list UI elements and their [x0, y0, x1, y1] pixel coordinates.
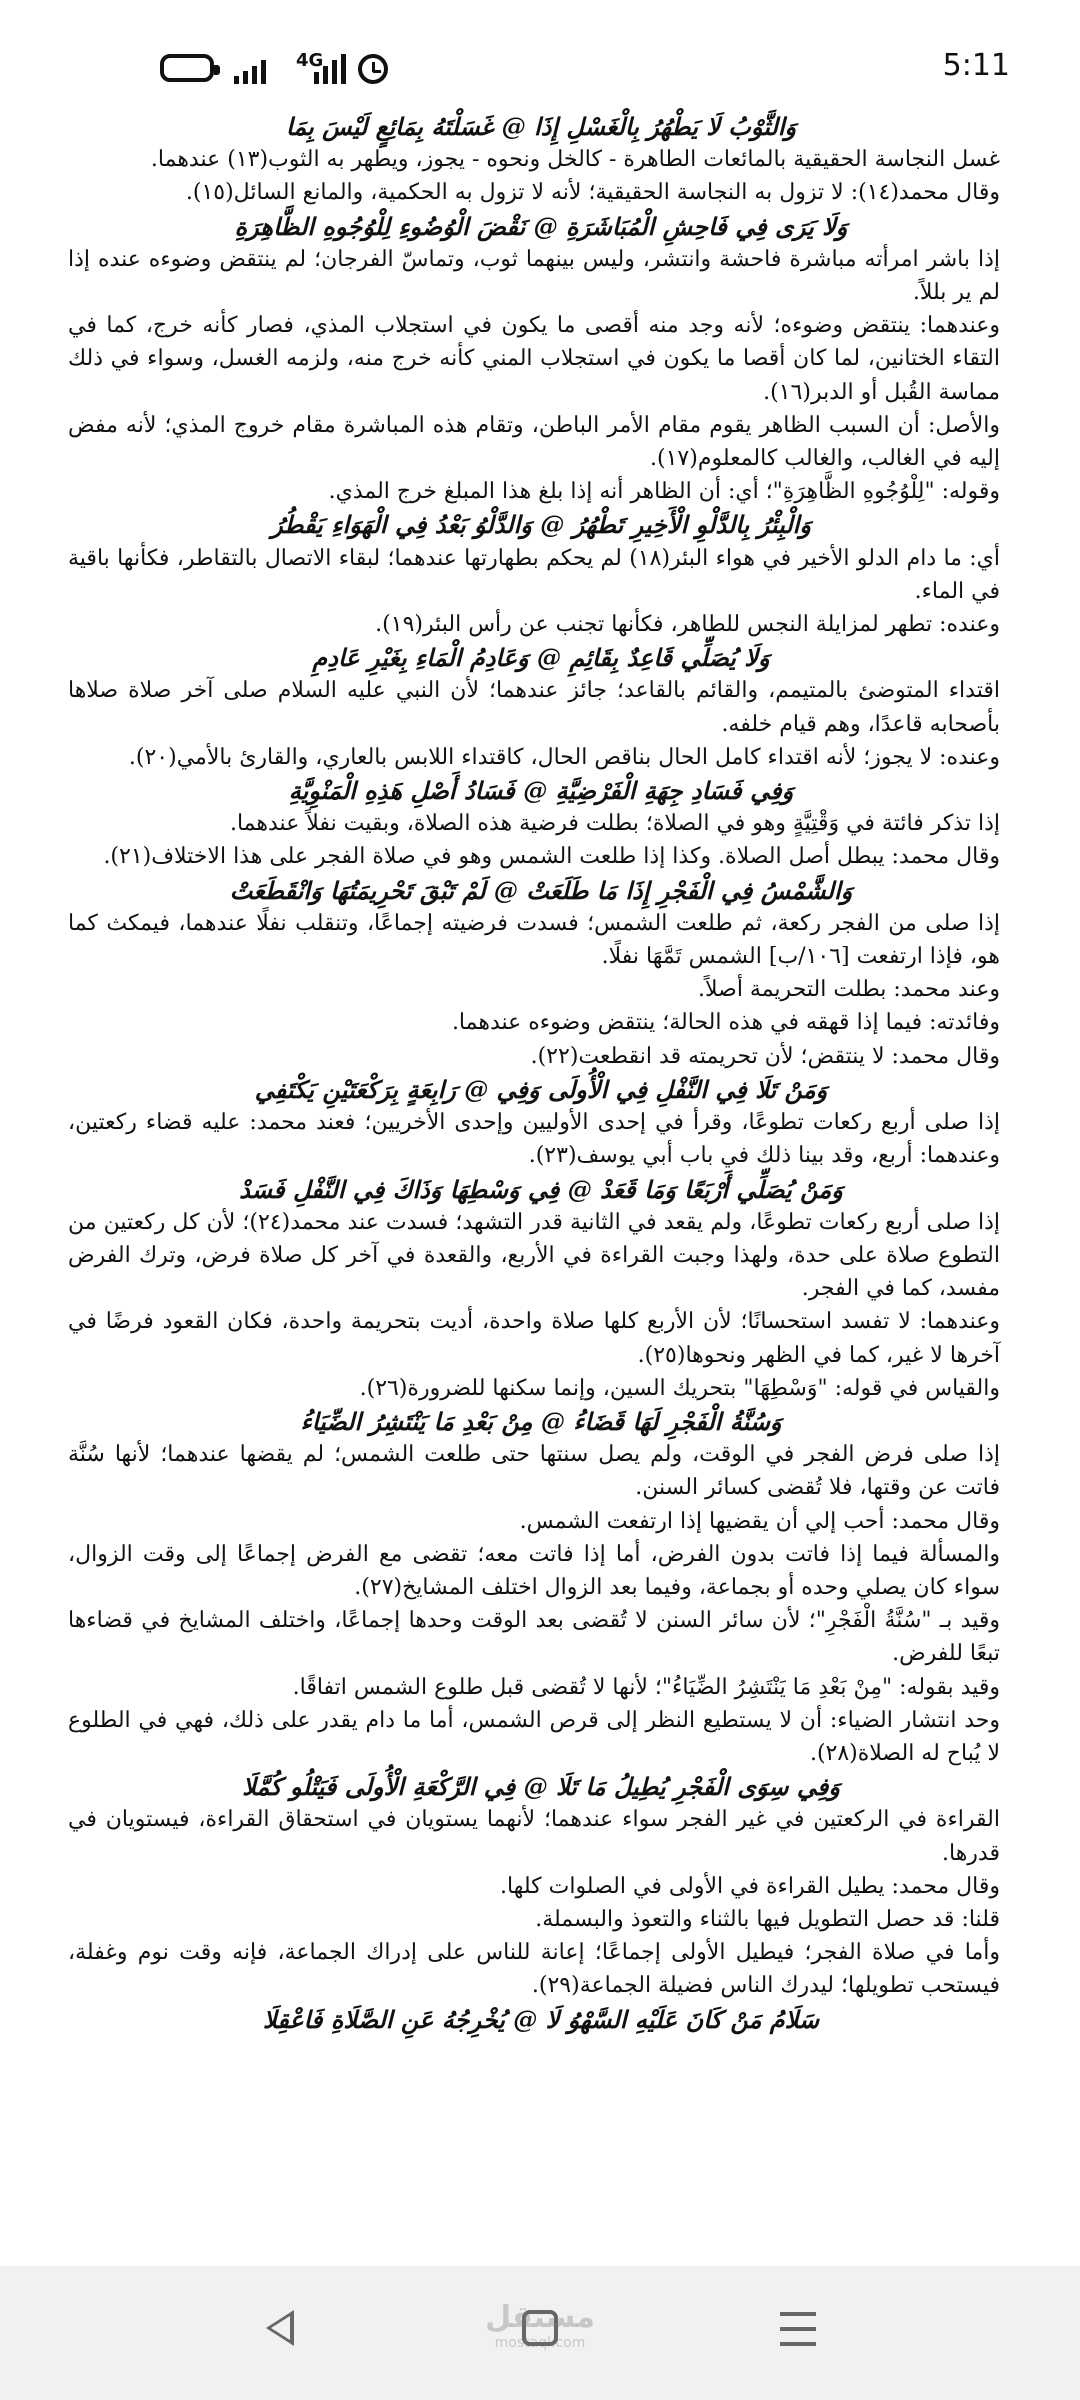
watermark-logo: مستقل mostaql.com — [485, 2300, 595, 2351]
paragraph: قلنا: قد حصل التطويل فيها بالثناء والتعوذ والبسملة. — [535, 1906, 1000, 1932]
status-time: 5:11 — [942, 48, 1010, 83]
back-icon[interactable] — [266, 2310, 294, 2346]
paragraph: إذا صلى فرض الفجر في الوقت، ولم يصل سنتها حتى طلعت الشمس؛ لم يقضها عندهما؛ لأنها سُنَّة فاتت عن وقتها، فلا تُقضى كسائر السنن. — [68, 1442, 1000, 1501]
verse-heading: وَلَا يَرَى فِي فَاحِشِ الْمُبَاشَرَةِ @ نَقْضَ الْوُضُوءِ لِلْوُجُوهِ الظَّاهِرَةِ — [234, 211, 848, 241]
paragraph: وقيد بقوله: "مِنْ بَعْدِ مَا يَنْتَشِرُ الضِّيَاءُ"؛ لأنها لا تُقضى قبل طلوع الشمس اتفاقًا. — [292, 1674, 1000, 1700]
paragraph: وفائدته: فيما إذا قهقه في هذه الحالة؛ ينتقض وضوءه عندهما. — [451, 1010, 1000, 1036]
paragraph: وقال محمد: لا ينتقض؛ لأن تحريمته قد انقطعت(٢٢). — [530, 1043, 1000, 1069]
recent-apps-icon[interactable] — [780, 2312, 816, 2348]
status-bar — [0, 0, 1080, 100]
paragraph: وقال محمد: أحب إلي أن يقضيها إذا ارتفعت الشمس. — [519, 1508, 1000, 1534]
paragraph: إذا صلى من الفجر ركعة، ثم طلعت الشمس؛ فسدت فرضيته إجماعًا، وتنقلب نفلًا عندهما، فيمكث كما هو، فإذا ارتفعت [١٠٦/ب] الشمس تَمَّهَا نفلًا. — [68, 910, 1000, 970]
paragraph: وعنده: تطهر لمزايلة النجس للطاهر، فكأنها تجنب عن رأس البئر(١٩). — [375, 612, 1000, 638]
paragraph: والقياس في قوله: "وَسْطِهَا" بتحريك السين، وإنما سكنها للضرورة(٢٦). — [359, 1375, 1000, 1401]
signal-icon — [234, 54, 266, 84]
paragraph: إذا صلى أربع ركعات تطوعًا، ولم يقعد في الثانية قدر التشهد؛ فسدت عند محمد(٢٤)؛ لأن كل ركعتين من التطوع صلاة على حدة، ولهذا وجبت القراءة في الأربع، والقعدة في آخر كل صلاة فرض، وترك الفرض مفسد، كما في الفجر. — [68, 1209, 1001, 1302]
alarm-icon — [358, 54, 388, 84]
paragraph: وقال محمد(١٤): لا تزول به النجاسة الحقيقية؛ لأنه لا تزول به الحكمية، والمانع السائل(١٥). — [185, 180, 1000, 206]
verse-heading: وَالْبِئْرُ بِالدَّلْوِ الْأَخِيرِ تَطْهُرُ @ وَالدَّلْوُ بَعْدُ فِي الْهَوَاءِ يَقْطُرُ — [271, 510, 811, 540]
paragraph: القراءة في الركعتين في غير الفجر سواء عندهما؛ لأنهما يستويان في استحقاق القراءة، فيستويان في قدرها. — [68, 1807, 1000, 1866]
paragraph: وقوله: "لِلْوُجُوهِ الظَّاهِرَةِ"؛ أي: أن الظاهر أنه إذا بلغ هذا المبلغ خرج المذي. — [328, 479, 1000, 505]
paragraph: إذا باشر امرأته مباشرة فاحشة وانتشر، وليس بينهما ثوب، وتماسّ الفرجان؛ لم ينتقض وضوءه عنده إذا لم ير بللاً. — [68, 246, 1000, 306]
paragraph: غسل النجاسة الحقيقية بالمائعات الطاهرة - كالخل ونحوه - يجوز، ويطهر به الثوب(١٣) عندهما. — [150, 147, 1000, 173]
verse-heading: وَمَنْ يُصَلِّي أَرْبَعًا وَمَا قَعَدْ @ فِي وَسْطِهَا وَذَاكَ فِي النَّفْلِ فَسَدْ — [239, 1174, 843, 1204]
paragraph: وحد انتشار الضياء: أن لا يستطيع النظر إلى قرص الشمس، أما ما دام يقدر على ذلك، فهي في الطلوع لا يُباح له الصلاة(٢٨). — [68, 1707, 1000, 1766]
document-page — [68, 110, 1014, 2036]
paragraph: وقيد بـ "سُنَّةُ الْفَجْرِ"؛ لأن سائر السنن لا تُقضى بعد الوقت وحدها إجماعًا، واختلف المشايخ في قضاءها تبعًا للفرض. — [68, 1608, 1000, 1667]
navigation-bar — [0, 2266, 1080, 2400]
paragraph: وعندهما: لا تفسد استحسانًا؛ لأن الأربع كلها صلاة واحدة، أديت بتحريمة واحدة، فكان القعود فرضًا في آخرها لا غير، كما في الظهر ونحوها(٢٥). — [68, 1309, 1000, 1368]
paragraph: أي: ما دام الدلو الأخير في هواء البئر(١٨) لم يحكم بطهارتها عندهما؛ لبقاء الاتصال بالتقاطر، فكأنها باقية في الماء. — [68, 545, 1001, 604]
verse-heading: وَلَا يُصَلِّي قَاعِدٌ بِقَائِمِ @ وَعَادِمُ الْمَاءِ بِغَيْرِ عَادِمِ — [312, 643, 770, 673]
paragraph: وأما في صلاة الفجر؛ فيطيل الأولى إجماعًا؛ إعانة للناس على إدراك الجماعة، فإنه وقت نوم وغفلة، فيستحب تطويلها؛ ليدرك الناس فضيلة الجماعة(٢٩). — [68, 1940, 1000, 1999]
signal-icon — [314, 54, 346, 84]
paragraph: وعنده: لا يجوز؛ لأنه اقتداء كامل الحال بناقص الحال، كاقتداء اللابس بالعاري، والقارئ بالأمي(٢٠). — [128, 744, 1000, 770]
paragraph: وعندهما: ينتقض وضوءه؛ لأنه وجد منه أقصى ما يكون في استجلاب المذي، فصار كأنه خرج، كما في التقاء الختانين، لما كان أقصا ما يكون في استجلاب المني كأنه خرج منه، ولزمه الغسل، وسواء في ذلك مماسة القُبل أو الدبر(١٦). — [68, 313, 1000, 405]
verse-heading: وَمَنْ تَلَا فِي النَّفْلِ فِي الْأُولَى وَفِي @ رَابِعَةٍ بِرَكْعَتَيْنِ يَكْتَفِي — [254, 1074, 828, 1104]
verse-heading: وَفِي سِوَى الْفَجْرِ يُطِيلُ مَا تَلَا @ فِي الرَّكْعَةِ الْأُولَى فَيَتْلُو كُمَّلَا — [242, 1772, 840, 1802]
verse-heading: وَسُنَّةُ الْفَجْرِ لَهَا قَضَاءُ @ مِنْ بَعْدِ مَا يَنْتَشِرُ الضِّيَاءُ — [300, 1406, 782, 1436]
verse-heading: وَفِي فَسَادِ جِهَةِ الْفَرْضِيَّةِ @ فَسَادُ أَصْلِ هَذِهِ الْمَنْوِيَّةِ — [288, 776, 794, 806]
verse-heading: وَالشَّمْسُ فِي الْفَجْرِ إِذَا مَا طَلَعَتْ @ لَمْ تَبْقَ تَحْرِيمَتُهَا وَانْقَطَعَتْ — [229, 875, 853, 905]
document-viewer[interactable] — [0, 96, 1080, 2266]
paragraph: وعند محمد: بطلت التحريمة أصلاً. — [698, 977, 1000, 1003]
paragraph: اقتداء المتوضئ بالمتيمم، والقائم بالقاعد؛ جائز عندهما؛ لأن النبي عليه السلام صلى آخر صلاة صلاها بأصحابه قاعدًا، وهم قيام خلفه. — [68, 678, 1000, 737]
paragraph: وقال محمد: يطيل القراءة في الأولى في الصلوات كلها. — [500, 1873, 1000, 1899]
verse-heading: سَلَامُ مَنْ كَانَ عَلَيْهِ السَّهْوُ لَا @ يُخْرِجُهُ عَنِ الصَّلَاةِ فَاعْقِلَا — [262, 2004, 820, 2034]
battery-icon — [160, 54, 214, 82]
paragraph: إذا تذكر فائتة في وَقْتِيَّةٍ وهو في الصلاة؛ بطلت فرضية هذه الصلاة، وبقيت نفلاً عندهما. — [229, 811, 1000, 837]
paragraph: والأصل: أن السبب الظاهر يقوم مقام الأمر الباطن، وتقام هذه المباشرة مقام خروج المذي؛ لأنه مفض إليه في الغالب، والغالب كالمعلوم(١٧). — [68, 412, 1000, 472]
verse-heading: وَالثَّوْبُ لَا يَطْهُرُ بِالْغَسْلِ إِذَا @ غَسَلْتَهُ بِمَائِعٍ لَيْسَ بِمَا — [285, 112, 797, 141]
paragraph: والمسألة فيما إذا فاتت بدون الفرض، أما إذا فاتت معه؛ تقضى مع الفرض إجماعًا إلى وقت الزوال، سواء كان يصلي وحده أو بجماعة، وفيما بعد الزوال اختلف المشايخ(٢٧). — [68, 1541, 1000, 1600]
paragraph: وقال محمد: يبطل أصل الصلاة. وكذا إذا طلعت الشمس وهو في صلاة الفجر على هذا الاختلاف(٢١). — [103, 844, 1000, 870]
network-type: 4G — [296, 50, 324, 71]
paragraph: إذا صلى أربع ركعات تطوعًا، وقرأ في إحدى الأوليين وإحدى الأخريين؛ فعند محمد: عليه قضاء ركعتين، وعندهما: أربع، وقد بينا ذلك في باب أبي يوسف(٢٣). — [68, 1110, 1000, 1169]
